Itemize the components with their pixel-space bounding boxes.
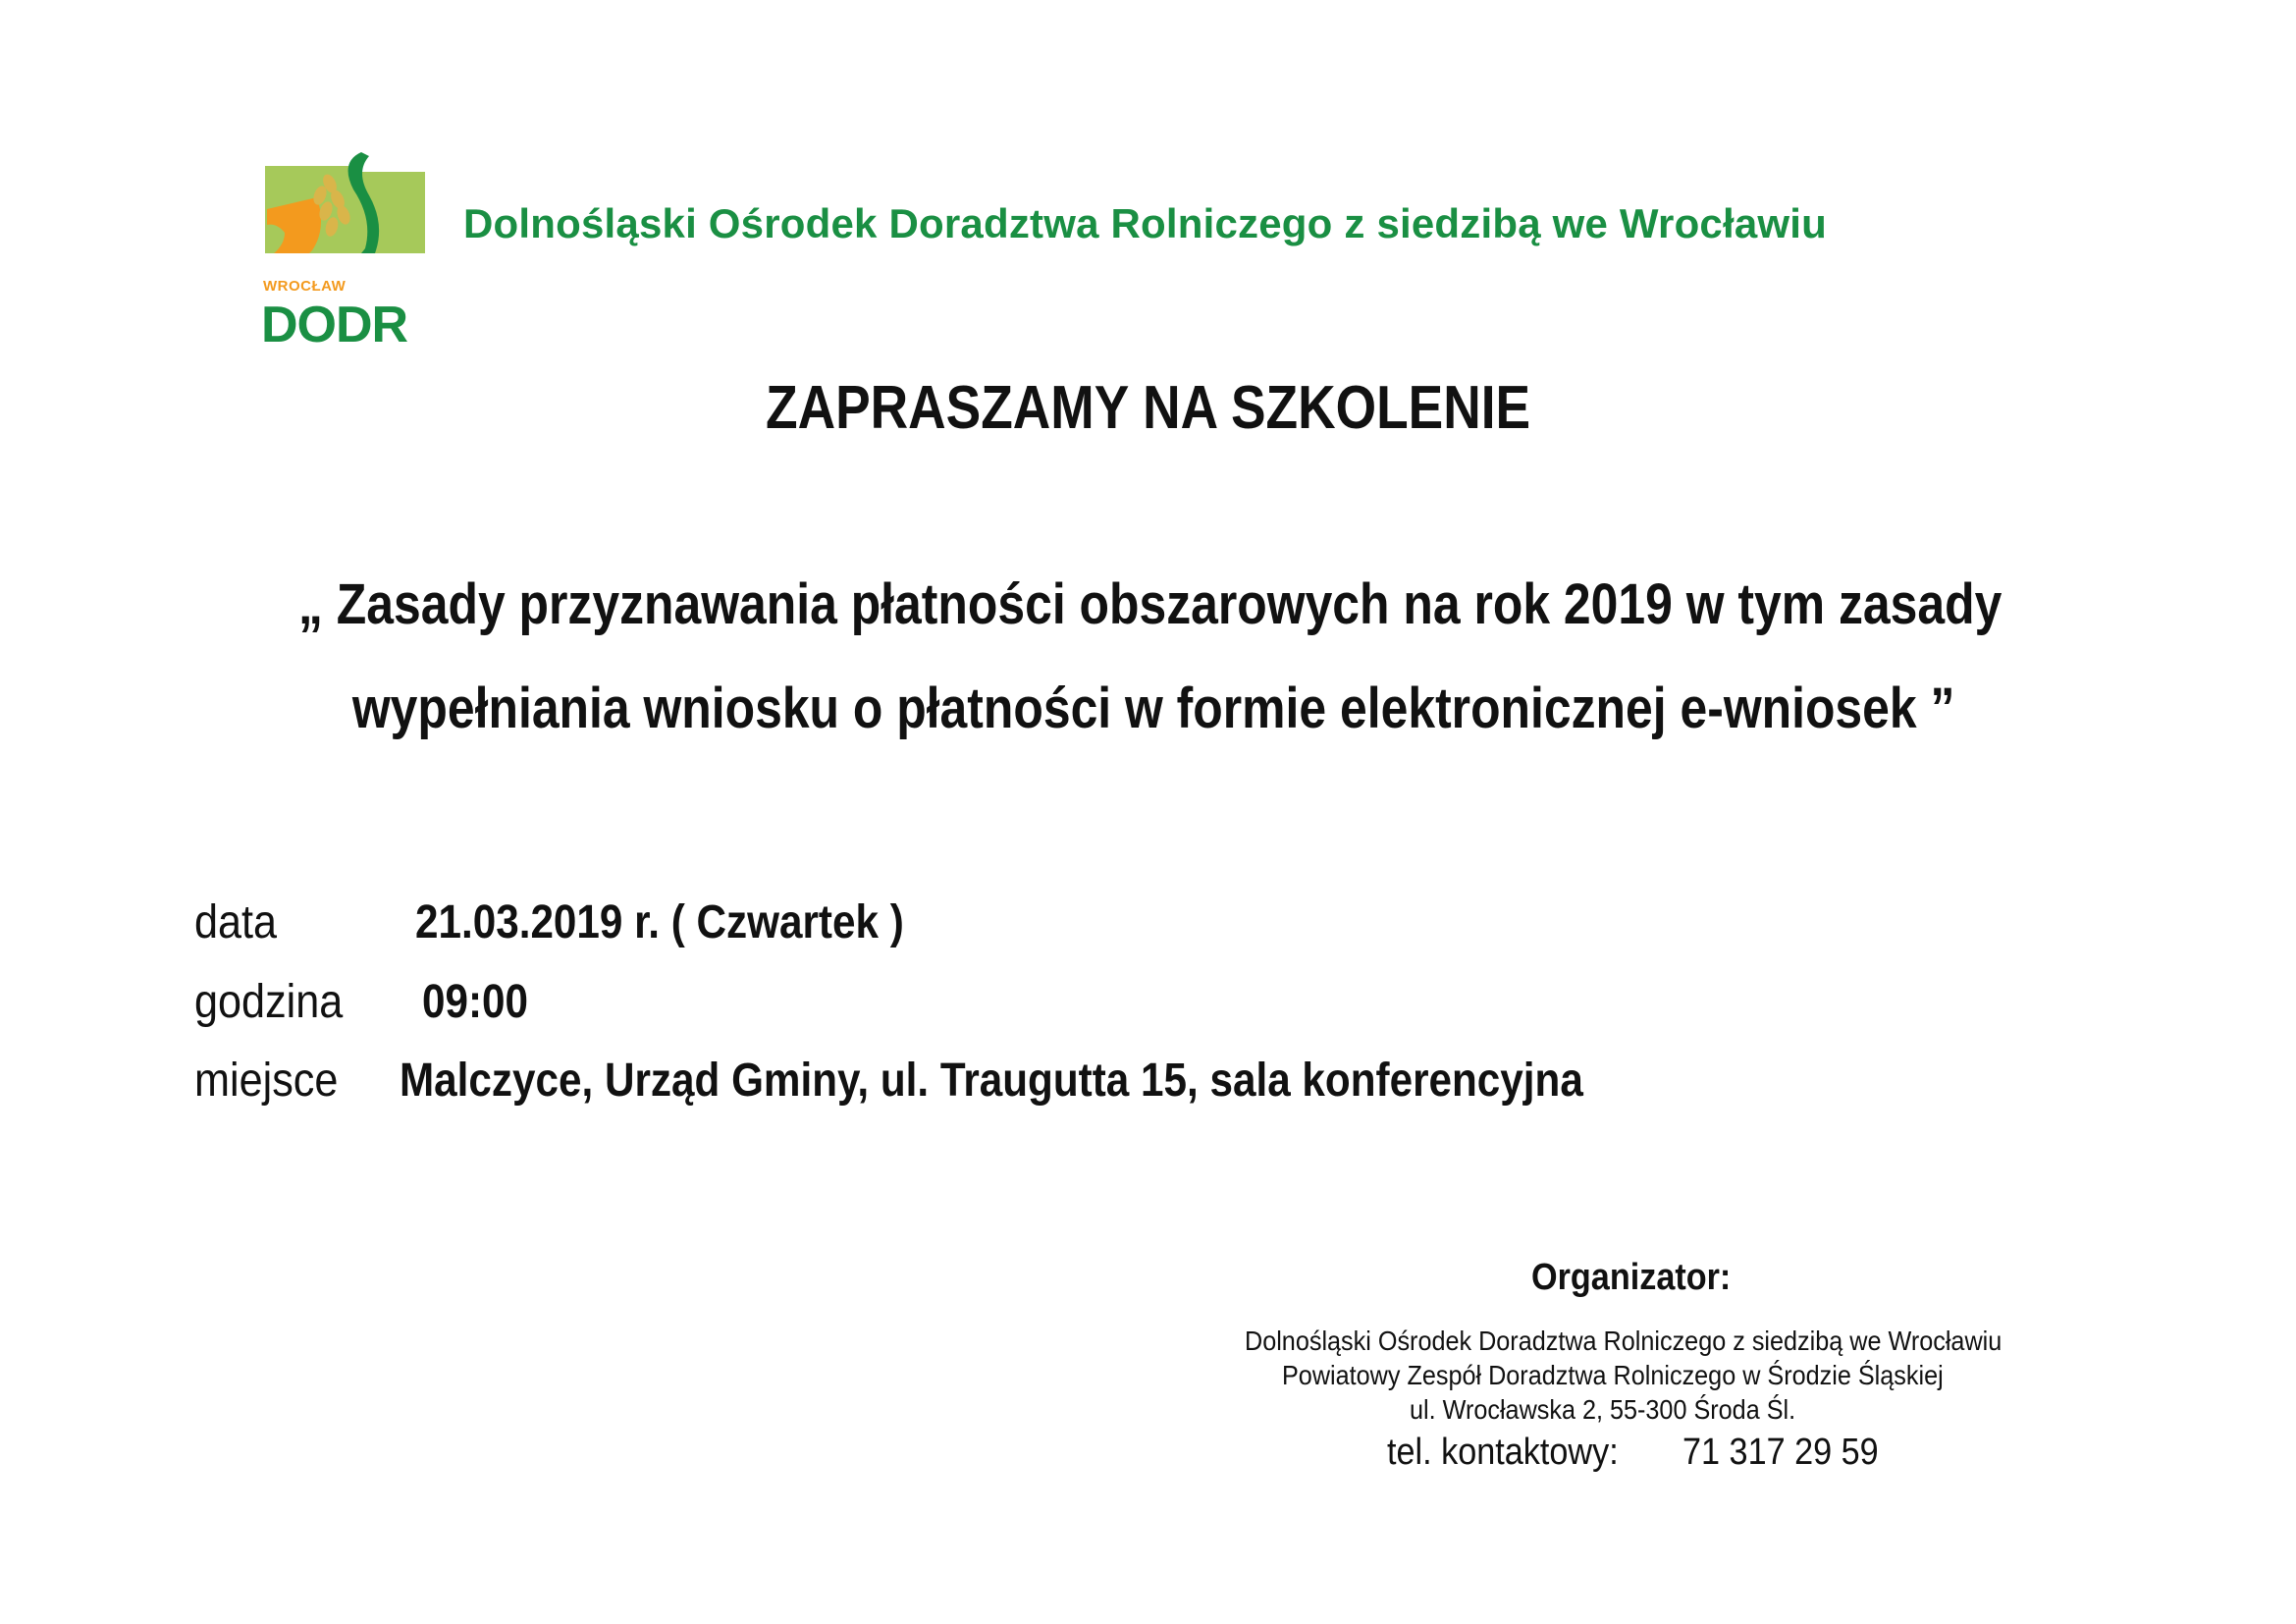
organizer-line-2: Powiatowy Zespół Doradztwa Rolniczego w Środzie Śląskiej — [1282, 1360, 1944, 1390]
hour-label: godzina — [194, 976, 344, 1028]
contact-label: tel. kontaktowy: — [1387, 1432, 1619, 1473]
logo-brand-text: DODR — [261, 297, 408, 353]
organizer-line-3: ul. Wrocławska 2, 55-300 Środa Śl. — [1410, 1394, 1796, 1425]
organizer-heading: Organizator: — [1531, 1257, 1732, 1298]
training-topic-line-1: „ Zasady przyznawania płatności obszarowych na rok 2019 w tym zasady — [297, 572, 2002, 636]
place-value: Malczyce, Urząd Gminy, ul. Traugutta 15, sala konferencyjna — [400, 1055, 1583, 1107]
place-label: miejsce — [194, 1055, 339, 1107]
hour-value: 09:00 — [422, 976, 529, 1028]
organizer-line-1: Dolnośląski Ośrodek Doradztwa Rolniczego z siedzibą we Wrocławiu — [1245, 1326, 2002, 1356]
training-topic-line-2: wypełniania wniosku o płatności w formie elektronicznej e-wniosek ” — [351, 677, 1955, 740]
date-value: 21.03.2019 r. ( Czwartek ) — [415, 896, 904, 948]
contact-phone: 71 317 29 59 — [1682, 1432, 1879, 1473]
date-label: data — [194, 896, 278, 948]
dodr-logo — [263, 150, 430, 352]
organization-header: Dolnośląski Ośrodek Doradztwa Rolniczego z siedzibą we Wrocławiu — [463, 200, 1827, 246]
logo-city-text: WROCŁAW — [263, 278, 347, 295]
invitation-title: ZAPRASZAMY NA SZKOLENIE — [766, 374, 1531, 442]
